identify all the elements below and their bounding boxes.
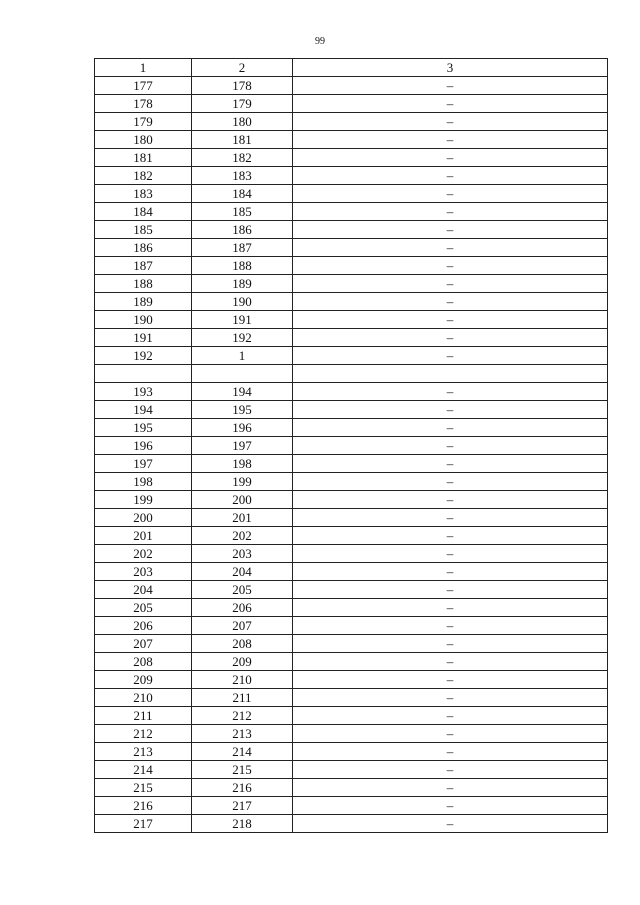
table-cell-col-3: – — [293, 779, 608, 797]
table-cell-col-3 — [293, 365, 608, 383]
table-row — [95, 653, 608, 671]
table-cell-col-2: 190 — [192, 293, 293, 311]
table-cell-col-3: – — [293, 743, 608, 761]
table-cell-col-2: 210 — [192, 671, 293, 689]
table-cell-col-2: 197 — [192, 437, 293, 455]
table-cell-col-3: – — [293, 347, 608, 365]
table-cell-col-2: 204 — [192, 563, 293, 581]
table-cell-col-1: 217 — [95, 815, 192, 833]
table-row — [95, 365, 608, 383]
table-row — [95, 671, 608, 689]
table-cell-col-3: – — [293, 707, 608, 725]
table-cell-col-1: 188 — [95, 275, 192, 293]
table-cell-col-3: – — [293, 563, 608, 581]
table-cell-col-1: 212 — [95, 725, 192, 743]
table-cell-col-1: 178 — [95, 95, 192, 113]
table-cell-col-3: – — [293, 653, 608, 671]
table-cell-col-2: 215 — [192, 761, 293, 779]
table-cell-col-3: – — [293, 635, 608, 653]
table-row — [95, 617, 608, 635]
table-cell-col-2: 188 — [192, 257, 293, 275]
table-cell-col-2: 181 — [192, 131, 293, 149]
table-cell-col-3: – — [293, 437, 608, 455]
table-cell-col-1: 179 — [95, 113, 192, 131]
table-cell-col-2: 1 — [192, 347, 293, 365]
table-cell-col-1: 210 — [95, 689, 192, 707]
table-row — [95, 77, 608, 95]
table-cell-col-3: – — [293, 95, 608, 113]
table-cell-col-1: 206 — [95, 617, 192, 635]
table-cell-col-3: – — [293, 383, 608, 401]
table-cell-col-2: 202 — [192, 527, 293, 545]
table-cell-col-1 — [95, 365, 192, 383]
table-cell-col-2: 208 — [192, 635, 293, 653]
table-cell-col-2: 183 — [192, 167, 293, 185]
table-cell-col-2: 180 — [192, 113, 293, 131]
table-cell-col-1: 207 — [95, 635, 192, 653]
table-row — [95, 311, 608, 329]
table-cell-col-3: – — [293, 815, 608, 833]
table-row — [95, 797, 608, 815]
table-cell-col-3: – — [293, 221, 608, 239]
table-cell-col-3: – — [293, 257, 608, 275]
table-cell-col-1: 190 — [95, 311, 192, 329]
table-cell-col-2: 184 — [192, 185, 293, 203]
header-row — [95, 59, 608, 77]
table-row — [95, 689, 608, 707]
table-row — [95, 275, 608, 293]
table-row — [95, 743, 608, 761]
table-cell-col-2: 191 — [192, 311, 293, 329]
table-cell-col-1: 177 — [95, 77, 192, 95]
table-cell-col-1: 202 — [95, 545, 192, 563]
table-cell-col-1: 198 — [95, 473, 192, 491]
table-row — [95, 149, 608, 167]
table-cell-col-3: – — [293, 401, 608, 419]
table-cell-col-3: – — [293, 599, 608, 617]
table-cell-col-3: – — [293, 527, 608, 545]
table-cell-col-3: – — [293, 203, 608, 221]
table-cell-col-1: 204 — [95, 581, 192, 599]
table-cell-col-1: 183 — [95, 185, 192, 203]
table-cell-col-3: – — [293, 581, 608, 599]
table-row — [95, 563, 608, 581]
table-cell-col-1: 193 — [95, 383, 192, 401]
table-cell-col-2: 216 — [192, 779, 293, 797]
table-cell-col-3: – — [293, 797, 608, 815]
table-row — [95, 545, 608, 563]
table-row — [95, 383, 608, 401]
table-cell-col-3: – — [293, 473, 608, 491]
table-header — [95, 59, 608, 77]
table-cell-col-1: 201 — [95, 527, 192, 545]
table-cell-col-2: 178 — [192, 77, 293, 95]
table-cell-col-1: 186 — [95, 239, 192, 257]
table-cell-col-1: 187 — [95, 257, 192, 275]
table-cell-col-1: 194 — [95, 401, 192, 419]
table-cell-col-3: – — [293, 167, 608, 185]
table-cell-col-2: 187 — [192, 239, 293, 257]
table-cell-col-1: 185 — [95, 221, 192, 239]
table-cell-col-1: 209 — [95, 671, 192, 689]
table-cell-col-1: 203 — [95, 563, 192, 581]
table-cell-col-2: 196 — [192, 419, 293, 437]
table-cell-col-1: 181 — [95, 149, 192, 167]
table-cell-col-1: 180 — [95, 131, 192, 149]
table-row — [95, 167, 608, 185]
table-cell-col-2: 211 — [192, 689, 293, 707]
header-col-3: 3 — [293, 59, 608, 77]
table-cell-col-2: 185 — [192, 203, 293, 221]
table-cell-col-3: – — [293, 77, 608, 95]
table-row — [95, 491, 608, 509]
table-cell-col-2: 192 — [192, 329, 293, 347]
table-cell-col-2: 182 — [192, 149, 293, 167]
table-row — [95, 761, 608, 779]
table-cell-col-3: – — [293, 293, 608, 311]
data-table — [94, 58, 608, 833]
table-cell-col-1: 189 — [95, 293, 192, 311]
table-cell-col-1: 182 — [95, 167, 192, 185]
page-number: 99 — [315, 36, 325, 47]
table-row — [95, 779, 608, 797]
table-cell-col-3: – — [293, 113, 608, 131]
table-row — [95, 725, 608, 743]
table-row — [95, 329, 608, 347]
table-cell-col-1: 216 — [95, 797, 192, 815]
table-row — [95, 437, 608, 455]
table-row — [95, 455, 608, 473]
table-row — [95, 419, 608, 437]
table-cell-col-1: 215 — [95, 779, 192, 797]
table-row — [95, 185, 608, 203]
table-row — [95, 131, 608, 149]
table-cell-col-2: 218 — [192, 815, 293, 833]
table-cell-col-1: 214 — [95, 761, 192, 779]
table-cell-col-2: 198 — [192, 455, 293, 473]
table-row — [95, 473, 608, 491]
table-cell-col-2: 205 — [192, 581, 293, 599]
table-cell-col-2: 186 — [192, 221, 293, 239]
table-cell-col-3: – — [293, 275, 608, 293]
table-cell-col-3: – — [293, 419, 608, 437]
table-cell-col-2: 207 — [192, 617, 293, 635]
table-cell-col-1: 200 — [95, 509, 192, 527]
table-cell-col-3: – — [293, 617, 608, 635]
table-cell-col-3: – — [293, 725, 608, 743]
table-row — [95, 221, 608, 239]
table-cell-col-2: 212 — [192, 707, 293, 725]
table-row — [95, 203, 608, 221]
table-cell-col-1: 197 — [95, 455, 192, 473]
table-cell-col-3: – — [293, 239, 608, 257]
table-row — [95, 401, 608, 419]
table-cell-col-3: – — [293, 671, 608, 689]
table-row — [95, 257, 608, 275]
table-cell-col-2: 199 — [192, 473, 293, 491]
table-cell-col-3: – — [293, 689, 608, 707]
table-cell-col-3: – — [293, 761, 608, 779]
table-cell-col-2: 195 — [192, 401, 293, 419]
table-row — [95, 509, 608, 527]
table-cell-col-2: 200 — [192, 491, 293, 509]
table-row — [95, 293, 608, 311]
table-cell-col-3: – — [293, 509, 608, 527]
table-cell-col-2: 213 — [192, 725, 293, 743]
table-cell-col-1: 213 — [95, 743, 192, 761]
table-cell-col-2: 217 — [192, 797, 293, 815]
table-body — [95, 77, 608, 833]
table-cell-col-2 — [192, 365, 293, 383]
table-cell-col-3: – — [293, 329, 608, 347]
table-cell-col-3: – — [293, 185, 608, 203]
table-cell-col-1: 195 — [95, 419, 192, 437]
table-cell-col-3: – — [293, 311, 608, 329]
table-cell-col-1: 199 — [95, 491, 192, 509]
header-col-2: 2 — [192, 59, 293, 77]
header-col-1: 1 — [95, 59, 192, 77]
table-cell-col-2: 209 — [192, 653, 293, 671]
table-cell-col-2: 206 — [192, 599, 293, 617]
table-row — [95, 347, 608, 365]
table-row — [95, 599, 608, 617]
table-cell-col-2: 189 — [192, 275, 293, 293]
table-cell-col-1: 184 — [95, 203, 192, 221]
table-cell-col-1: 208 — [95, 653, 192, 671]
table-row — [95, 635, 608, 653]
table-cell-col-2: 214 — [192, 743, 293, 761]
table-cell-col-3: – — [293, 491, 608, 509]
table-cell-col-1: 196 — [95, 437, 192, 455]
table-row — [95, 707, 608, 725]
table-cell-col-3: – — [293, 131, 608, 149]
table-cell-col-2: 201 — [192, 509, 293, 527]
table-cell-col-1: 205 — [95, 599, 192, 617]
table-cell-col-3: – — [293, 545, 608, 563]
table-cell-col-2: 194 — [192, 383, 293, 401]
table-row — [95, 581, 608, 599]
table-cell-col-1: 211 — [95, 707, 192, 725]
table-row — [95, 239, 608, 257]
table-cell-col-3: – — [293, 149, 608, 167]
table-row — [95, 95, 608, 113]
table-cell-col-1: 191 — [95, 329, 192, 347]
table-cell-col-2: 179 — [192, 95, 293, 113]
table-cell-col-3: – — [293, 455, 608, 473]
table-cell-col-1: 192 — [95, 347, 192, 365]
table-row — [95, 113, 608, 131]
table-cell-col-2: 203 — [192, 545, 293, 563]
table-row — [95, 527, 608, 545]
table-row — [95, 815, 608, 833]
